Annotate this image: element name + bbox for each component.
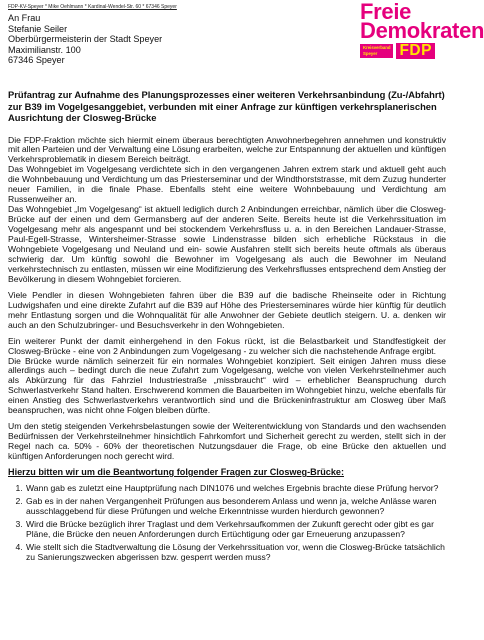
address-line: Maximilianstr. 100 <box>8 44 81 55</box>
question-item: 3. Wird die Brücke bezüglich ihrer Traglast und dem Verkehrsaufkommen der Zukunft gerecht oder gibt es gar Pläne, die Brücke den neuen Anforderungen durch Ertüchtigung oder gar Erneuerung anzupassen? <box>25 520 446 540</box>
logo-subline <box>360 44 393 57</box>
logo-fdp-mark: FDP <box>396 43 435 59</box>
question-item: 1. Wann gab es zuletzt eine Hauptprüfung nach DIN1076 und welches Ergebnis brachte diese Prüfung hervor? <box>25 484 446 494</box>
logo-subline-speyer: Speyer <box>363 51 378 56</box>
address-line: 67346 Speyer <box>8 55 65 66</box>
question-item: 4. Wie stellt sich die Stadtverwaltung die Lösung der Verkehrssituation vor, wenn die Closweg-Brücke tatsächlich zu Sanierungszwecken abgerissen bzw. gesperrt werden muss? <box>25 543 446 563</box>
questions-list <box>8 484 446 563</box>
body-paragraph: Ein weiterer Punkt der damit einhergehend in den Fokus rückt, ist die Belastbarkeit und Standfestigkeit der Closweg-Brücke - eine von 2 Anbindungen zum Vogelgesang - zu welcher sich die nachstehende Anfrage ergibt. <box>8 335 446 356</box>
address-line: An Frau <box>8 13 41 23</box>
body-paragraph: Das Wohngebiet im Vogelgesang verdichtete sich in den vergangenen Jahren extrem stark und aktuell geht auch die Wohnbebauung und Verdichtung um das Priesterseminar und der Windthorststrasse, mit dem Zuzug hunderter neuer Familien, in die finale Phase. Ebenfalls steht eine weitere Wohnbebauung und Verdichtung am Russenweiher an. <box>8 164 446 205</box>
body-paragraph: Die FDP-Fraktion möchte sich hiermit einem überaus berechtigten Anwohnerbegehren annehmen und konstruktiv mit allen Parteien und der Verwaltung eine Lösung erarbeiten, welche zur Entspannung der aktuellen und künftigen Verkehrsproblematik in diesem Bereich beiträgt. <box>8 134 446 165</box>
address-line: Stefanie Seiler <box>8 23 68 34</box>
logo-word-demokraten: Demokraten <box>360 18 484 43</box>
body-paragraph: Viele Pendler in diesen Wohngebieten fahren über die B39 auf die badische Rheinseite oder in Richtung Ludwigshafen und eine direkte Zufahrt auf die B39 auf Höhe des Priesterseminares würde hier künftig für deutlich mehr Entlastung sorgen und die Wohnqualität für alle Anwohner der Gebiete deutlich steigern. U. a. denken wir auch an den Schulzubringer- und Besuchsverkehr in den Wohngebieten. <box>8 289 446 330</box>
body-paragraph: Die Brücke wurde nämlich seinerzeit für ein normales Wohngebiet konzipiert. Seit einigen Jahren muss diese allerdings auch – bedingt durch die neue Zufahrt zum Vogelgesang, welche von vielen Verkehrsteilnehmer auch als Abkürzung für das Fahrziel Industriestraße „missbraucht“ wird – erheblicher Beanspruchung durch Schwerlastverkehr Stand halten. Erschwerend kommen die Bauarbeiten im Wohngebiet hinzu, welche ebenfalls für einen Anstieg des Schwerlastverkehrs verantwortlich sind und die Brückeninfrastruktur am Closweg über Maß beanspruchen, was nicht ohne Folgen bleiben dürfte. <box>8 355 446 416</box>
recipient-address <box>8 13 162 66</box>
address-line: Oberbürgermeisterin der Stadt Speyer <box>8 34 163 45</box>
letter-title: Prüfantrag zur Aufnahme des Planungsprozesses einer weiteren Verkehrsanbindung (Zu-/Abfahrt) zur B39 im Vogelgesanggebiet, verbunden mit einer Anfrage zur künftigen verkehrsplanerischen Ausrichtung der Closweg-Brücke <box>8 89 445 123</box>
letter-body <box>8 89 446 566</box>
body-paragraph: Um den stetig steigenden Verkehrsbelastungen sowie der Weiterentwicklung von Standards und den wachsenden Bedürfnissen der Verkehrsteilnehmer hinsichtlich Fahrkomfort und Sicherheit gerecht zu werden, stellt sich in der Regel nach ca. 50% - 60% der theoretischen Nutzungsdauer die Frage, ob eine Brücke den aktuellen und künftigen Anforderungen noch gerecht wird. <box>8 421 446 462</box>
fdp-logo <box>360 0 484 59</box>
body-paragraph: Das Wohngebiet „Im Vogelgesang“ ist aktuell lediglich durch 2 Anbindungen erreichbar, nämlich über die Closweg-Brücke auf der einen und dem Germansberg auf der anderen Seite. Bereits heute ist die Verkehrssituation im Vogelgesang mehr als angespannt und bei stockendem Verkehrsfluss u. a. in den Bereichen Landauer-Strasse, Paul-Egell-Strasse, Wintersheimer-Strasse sowie Lindenstrasse bilden sich erhebliche Rückstaus in die Wohngebiete Vogelgesang und Neuland und ein- sowie Ausfahren stellt sich bereits heute oftmals als überaus schwierig dar. Um künftig sowohl die Bewohner im Vogelgesang als auch die Bewohner im Neuland verkehrstechnisch zu entlasten, müssen wir eine Modifizierung des Verkehrsflusses entsprechend dem Anstieg der Bevölkerung in diesem Wohngebiet forcieren. <box>8 204 446 284</box>
logo-word-freie: Freie <box>360 0 412 24</box>
sender-return-address: FDP-KV-Speyer * Mike Oehlmann * Kardinal-Wendel-Str. 60 * 67346 Speyer <box>8 4 177 10</box>
questions-heading: Hierzu bitten wir um die Beantwortung folgender Fragen zur Closweg-Brücke: <box>8 467 344 478</box>
question-item: 2. Gab es in der nahen Vergangenheit Prüfungen aus besonderem Anlass und wenn ja, welche Anlässe waren ausschlaggebend für diese Prüfungen und welche Erkenntnisse wurden hierdurch gewonnen? <box>25 497 446 517</box>
logo-bar <box>360 43 452 59</box>
logo-subline-kreisverband: Kreisverband <box>363 45 391 51</box>
